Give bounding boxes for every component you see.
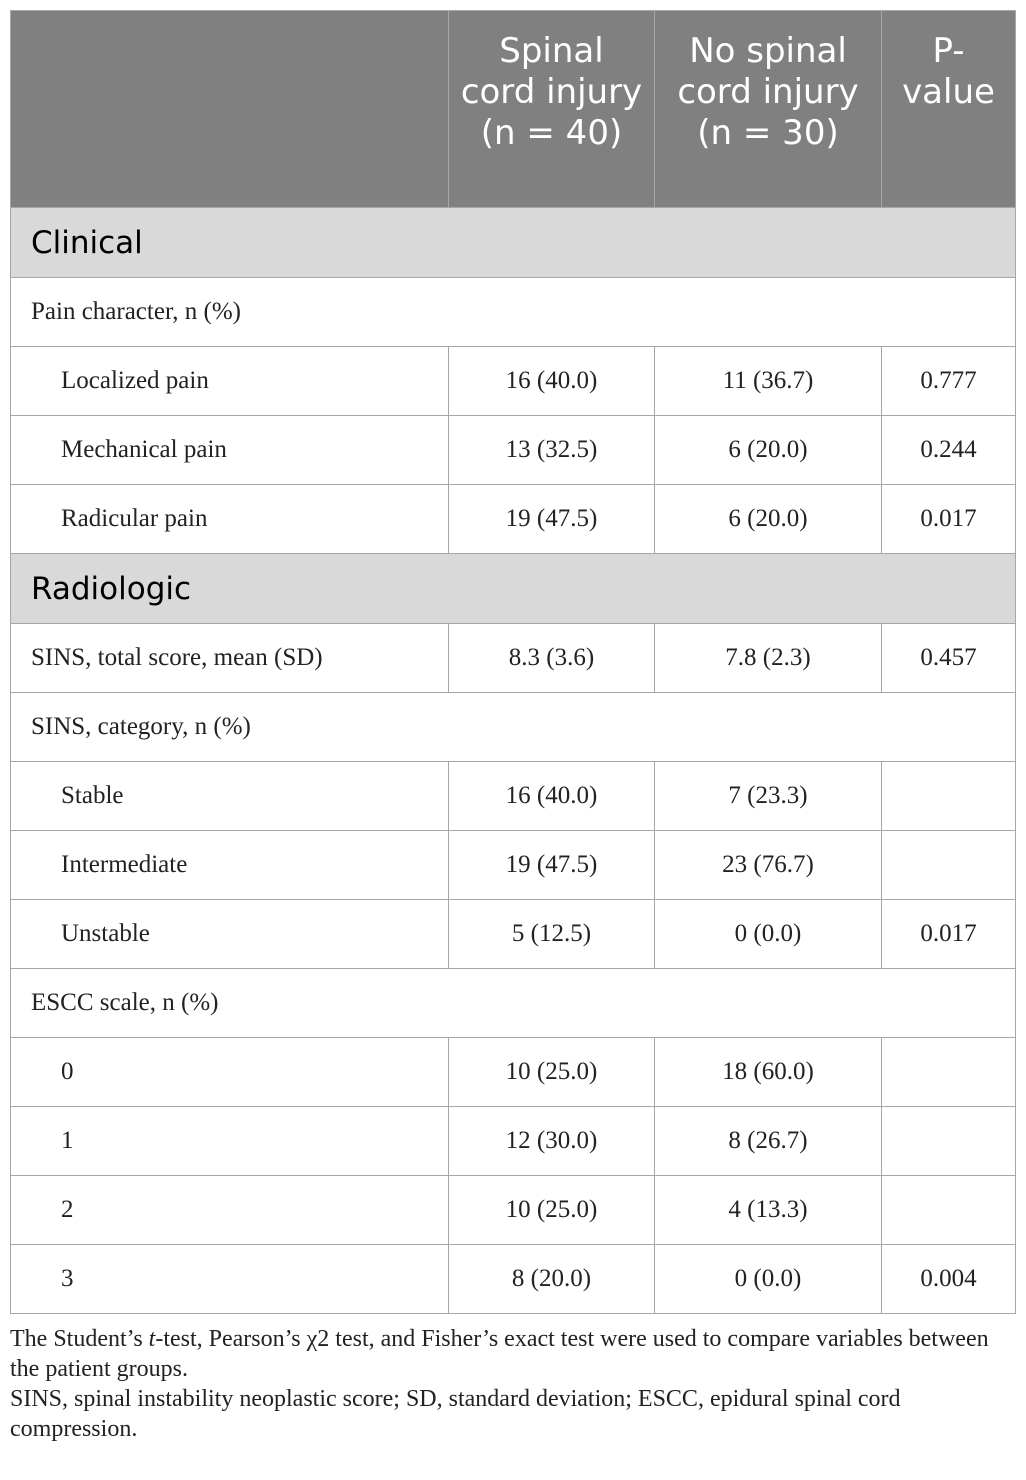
cell-p-value [882,1176,1016,1245]
table-row [11,416,1016,485]
cell-no-sci: 0 (0.0) [655,1245,882,1314]
row-label: 1 [11,1107,449,1176]
footnote-tests [10,1324,1015,1384]
section-row-clinical [11,208,1016,278]
table-row [11,1176,1016,1245]
table-row [11,762,1016,831]
header-p-value: P-value [882,11,1016,208]
header-sci: Spinal cord injury (n = 40) [449,11,655,208]
cell-no-sci: 11 (36.7) [655,347,882,416]
cell-no-sci: 6 (20.0) [655,416,882,485]
footnote-tests-a: The Student’s [10,1326,149,1352]
cell-no-sci: 7 (23.3) [655,762,882,831]
cell-sci: 5 (12.5) [449,900,655,969]
table-row [11,485,1016,554]
header-no-sci: No spinal cord injury (n = 30) [655,11,882,208]
cell-sci: 16 (40.0) [449,347,655,416]
cell-no-sci: 0 (0.0) [655,900,882,969]
row-label: SINS, total score, mean (SD) [11,624,449,693]
row-label: 3 [11,1245,449,1314]
cell-p-value [882,831,1016,900]
cell-p-value: 0.004 [882,1245,1016,1314]
cell-sci: 10 (25.0) [449,1038,655,1107]
cell-no-sci: 23 (76.7) [655,831,882,900]
footnote-tests-italic: t [148,1326,156,1352]
cell-p-value: 0.777 [882,347,1016,416]
cell-sci: 8 (20.0) [449,1245,655,1314]
footnote-tests-b: -test, Pearson’s χ2 test, and Fisher’s exact test were used to compare variables between the patient groups. [10,1326,989,1382]
cell-sci: 19 (47.5) [449,485,655,554]
section-label: Clinical [11,208,1016,278]
table-footnote [10,1324,1015,1444]
table-row [11,278,1016,347]
table-row [11,969,1016,1038]
row-label: Radicular pain [11,485,449,554]
row-label: Intermediate [11,831,449,900]
cell-no-sci: 8 (26.7) [655,1107,882,1176]
cell-p-value [882,762,1016,831]
footnote-abbreviations: SINS, spinal instability neoplastic score; SD, standard deviation; ESCC, epidural spinal cord compression. [10,1386,901,1442]
table-header-row [11,11,1016,208]
cell-no-sci: 6 (20.0) [655,485,882,554]
section-label: Radiologic [11,554,1016,624]
cell-sci: 19 (47.5) [449,831,655,900]
row-label: 2 [11,1176,449,1245]
row-label: ESCC scale, n (%) [11,969,1016,1038]
cell-p-value [882,1107,1016,1176]
section-row-radiologic [11,554,1016,624]
table-row [11,693,1016,762]
row-label: Mechanical pain [11,416,449,485]
cell-p-value: 0.017 [882,485,1016,554]
data-table [10,10,1016,1314]
cell-sci: 13 (32.5) [449,416,655,485]
table-row [11,1245,1016,1314]
cell-sci: 10 (25.0) [449,1176,655,1245]
cell-sci: 16 (40.0) [449,762,655,831]
table-row [11,831,1016,900]
table-row [11,1107,1016,1176]
row-label: SINS, category, n (%) [11,693,1016,762]
row-label: Localized pain [11,347,449,416]
cell-sci: 8.3 (3.6) [449,624,655,693]
row-label: 0 [11,1038,449,1107]
row-label: Unstable [11,900,449,969]
table-row [11,347,1016,416]
table-row [11,900,1016,969]
table-row [11,624,1016,693]
row-label: Pain character, n (%) [11,278,1016,347]
table-row [11,1038,1016,1107]
cell-no-sci: 4 (13.3) [655,1176,882,1245]
cell-no-sci: 18 (60.0) [655,1038,882,1107]
cell-p-value: 0.017 [882,900,1016,969]
row-label: Stable [11,762,449,831]
cell-p-value: 0.244 [882,416,1016,485]
cell-no-sci: 7.8 (2.3) [655,624,882,693]
cell-p-value [882,1038,1016,1107]
table-container [10,10,1015,1444]
header-variable [11,11,449,208]
cell-p-value: 0.457 [882,624,1016,693]
cell-sci: 12 (30.0) [449,1107,655,1176]
